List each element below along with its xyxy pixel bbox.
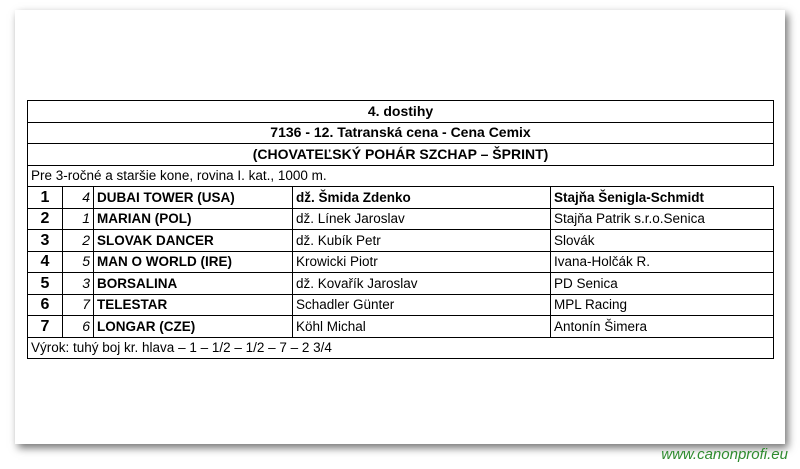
jockey-name: dž. Šmida Zdenko [293,187,551,209]
race-subtitle-row [28,144,774,166]
race-conditions: Pre 3-ročné a staršie kone, rovina I. kat., 1000 m. [28,165,774,187]
jockey-name: Schadler Günter [293,294,551,316]
race-verdict: Výrok: tuhý boj kr. hlava – 1 – 1/2 – 1/2 – 7 – 2 3/4 [28,337,774,359]
start-number: 2 [63,230,94,252]
race-heading: 4. dostihy [28,101,774,123]
horse-name: TELESTAR [94,294,293,316]
jockey-name: dž. Kubík Petr [293,230,551,252]
race-results-table [27,100,774,359]
table-row [28,230,774,252]
start-number: 3 [63,273,94,295]
race-conditions-row [28,165,774,187]
horse-name: LONGAR (CZE) [94,316,293,338]
jockey-name: Krowicki Piotr [293,251,551,273]
race-title-row [28,122,774,144]
table-row [28,316,774,338]
place: 5 [28,273,63,295]
race-title: 7136 - 12. Tatranská cena - Cena Cemix [28,122,774,144]
owner-name: Stajňa Šenigla-Schmidt [551,187,774,209]
place: 7 [28,316,63,338]
race-heading-row [28,101,774,123]
owner-name: Ivana-Holčák R. [551,251,774,273]
start-number: 1 [63,208,94,230]
place: 3 [28,230,63,252]
horse-name: SLOVAK DANCER [94,230,293,252]
owner-name: PD Senica [551,273,774,295]
race-subtitle: (CHOVATEĽSKÝ POHÁR SZCHAP – ŠPRINT) [28,144,774,166]
table-row [28,208,774,230]
owner-name: Stajňa Patrik s.r.o.Senica [551,208,774,230]
place: 4 [28,251,63,273]
watermark-link: www.canonprofi.eu [661,446,788,463]
start-number: 6 [63,316,94,338]
horse-name: MARIAN (POL) [94,208,293,230]
start-number: 4 [63,187,94,209]
race-verdict-row [28,337,774,359]
horse-name: BORSALINA [94,273,293,295]
horse-name: DUBAI TOWER (USA) [94,187,293,209]
start-number: 5 [63,251,94,273]
table-row [28,187,774,209]
owner-name: Antonín Šimera [551,316,774,338]
place: 1 [28,187,63,209]
start-number: 7 [63,294,94,316]
place: 2 [28,208,63,230]
jockey-name: dž. Línek Jaroslav [293,208,551,230]
owner-name: Slovák [551,230,774,252]
table-row [28,294,774,316]
table-row [28,273,774,295]
jockey-name: dž. Kovařík Jaroslav [293,273,551,295]
horse-name: MAN O WORLD (IRE) [94,251,293,273]
table-row [28,251,774,273]
owner-name: MPL Racing [551,294,774,316]
jockey-name: Köhl Michal [293,316,551,338]
place: 6 [28,294,63,316]
